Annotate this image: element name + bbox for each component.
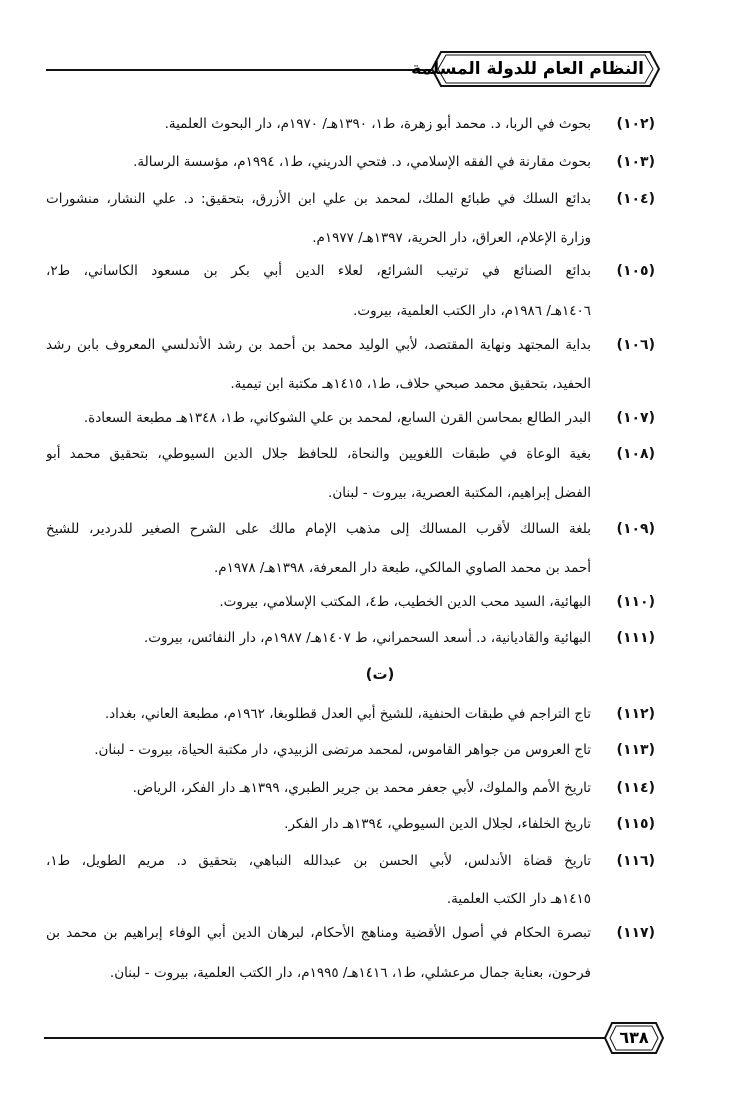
entry-text-line: البدر الطالع بمحاسن القرن السابع، لمحمد بن علي الشوكاني، ط١، ١٣٤٨هـ مطبعة السعادة. xyxy=(83,410,591,426)
entry-number: (١١٣) xyxy=(616,742,655,758)
entry-text-line: بحوث مقارنة في الفقه الإسلامي، د. فتحي الدريني، ط١، ١٩٩٤م، مؤسسة الرسالة. xyxy=(133,154,591,170)
entry-text-line: الفضل إبراهيم، المكتبة العصرية، بيروت - لبنان. xyxy=(328,485,591,501)
entry-text-line: بداية المجتهد ونهاية المقتصد، لأبي الوليد محمد بن أحمد بن رشد الأندلسي المعروف بابن رشد xyxy=(46,337,591,353)
entry-number: (١٠٣) xyxy=(616,154,655,170)
entry-text-line: البهائية والقاديانية، د. أسعد السحمراني، ط ١٤٠٧هـ/ ١٩٨٧م، دار النفائس، بيروت. xyxy=(143,630,591,646)
running-header-title: النظام العام للدولة المسلمة xyxy=(411,59,644,79)
entry-text-line: بغية الوعاة في طبقات اللغويين والنحاة، للحافظ جلال الدين السيوطي، بتحقيق محمد أبو xyxy=(46,446,591,462)
entry-text-line: الحفيد، بتحقيق محمد صبحي حلاف، ط١، ١٤١٥هـ مكتبة ابن تيمية. xyxy=(230,376,591,392)
entry-text-line: بلغة السالك لأقرب المسالك إلى مذهب الإمام مالك على الشرح الصغير للدردير، للشيخ xyxy=(46,521,591,537)
entry-text-line: تاريخ قضاة الأندلس، لأبي الحسن بن عبدالله النباهي، بتحقيق د. مريم الطويل، ط١، xyxy=(46,853,591,869)
entry-text-line: وزارة الإعلام، العراق، دار الحرية، ١٣٩٧هـ/ ١٩٧٧م. xyxy=(312,230,591,246)
entry-number: (١٠٩) xyxy=(616,521,655,537)
section-letter: (ت) xyxy=(365,665,395,683)
entry-text-line: تاج التراجم في طبقات الحنفية، للشيخ أبي العدل قطلوبغا، ١٩٦٢م، مطبعة العاني، بغداد. xyxy=(104,706,591,722)
entry-number: (١٠٥) xyxy=(616,263,655,279)
entry-number: (١١٠) xyxy=(616,594,655,610)
entry-text-line: تبصرة الحكام في أصول الأقضية ومناهج الأحكام، لبرهان الدين أبي الوفاء إبراهيم بن محمد بن xyxy=(46,925,591,941)
entry-text-line: تاريخ الخلفاء، لجلال الدين السيوطي، ١٣٩٤هـ دار الفكر. xyxy=(284,816,591,832)
entry-text-line: تاريخ الأمم والملوك، لأبي جعفر محمد بن جرير الطبري، ١٣٩٩هـ دار الفكر، الرياض. xyxy=(132,780,591,796)
entry-number: (١١٤) xyxy=(616,780,655,796)
entry-number: (١١١) xyxy=(616,630,655,646)
entry-text-line: ١٤٠٦هـ/ ١٩٨٦م، دار الكتب العلمية، بيروت. xyxy=(353,303,591,319)
footer-rule xyxy=(44,1037,610,1039)
entry-text-line: البهائية، السيد محب الدين الخطيب، ط٤، المكتب الإسلامي، بيروت. xyxy=(219,594,591,610)
entry-text-line: بدائع السلك في طبائع الملك، لمحمد بن علي ابن الأزرق، بتحقيق: د. علي النشار، منشورات xyxy=(46,191,591,207)
entry-text-line: بدائع الصنائع في ترتيب الشرائع، لعلاء الدين أبي بكر بن مسعود الكاساني، ط٢، xyxy=(46,263,591,279)
entry-number: (١٠٢) xyxy=(616,116,655,132)
entry-number: (١٠٤) xyxy=(616,191,655,207)
entry-number: (١١٢) xyxy=(616,706,655,722)
entry-number: (١١٧) xyxy=(616,925,655,941)
entry-number: (١٠٨) xyxy=(616,446,655,462)
entry-text-line: ١٤١٥هـ دار الكتب العلمية. xyxy=(446,891,591,907)
entry-number: (١١٥) xyxy=(616,816,655,832)
entry-text-line: تاج العروس من جواهر القاموس، لمحمد مرتضى الزبيدي، دار مكتبة الحياة، بيروت - لبنان. xyxy=(94,742,591,758)
entry-text-line: بحوث في الربا، د. محمد أبو زهرة، ط١، ١٣٩٠هـ/ ١٩٧٠م، دار البحوث العلمية. xyxy=(164,116,591,132)
entry-number: (١١٦) xyxy=(616,853,655,869)
entry-number: (١٠٦) xyxy=(616,337,655,353)
page-number: ٦٣٨ xyxy=(619,1028,649,1047)
entry-text-line: أحمد بن محمد الصاوي المالكي، طبعة دار المعرفة، ١٣٩٨هـ/ ١٩٧٨م. xyxy=(213,560,591,576)
entry-number: (١٠٧) xyxy=(616,410,655,426)
entry-text-line: فرحون، بعناية جمال مرعشلي، ط١، ١٤١٦هـ/ ١٩٩٥م، دار الكتب العلمية، بيروت - لبنان. xyxy=(109,965,591,981)
